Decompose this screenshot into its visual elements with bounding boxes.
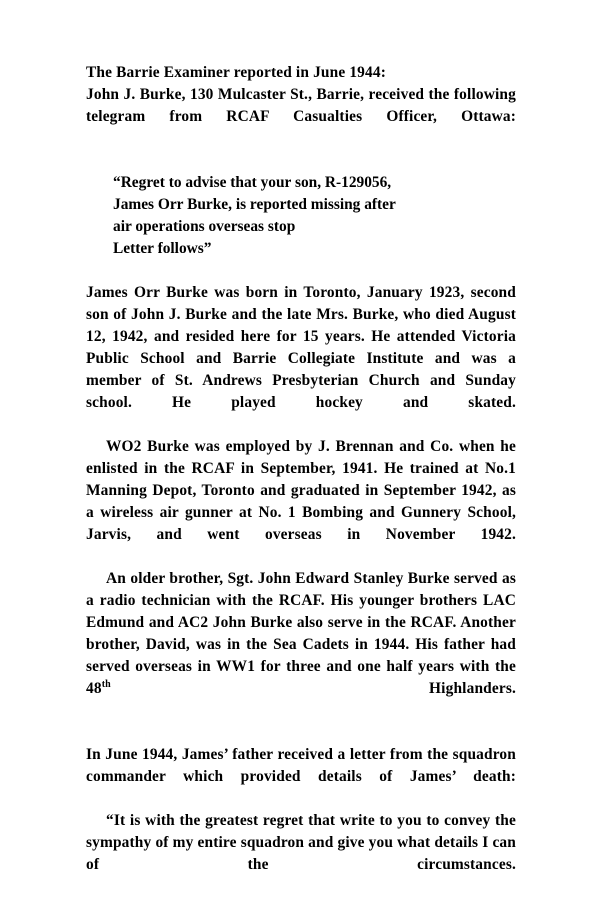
intro-paragraph-telegram-leadin: John J. Burke, 130 Mulcaster St., Barrie, received the following telegram from RCAF Casualties Officer, Ottawa: [86, 86, 516, 125]
biography-paragraph-brothers-and-father [86, 568, 516, 722]
document-text-body [86, 62, 516, 898]
telegram-line-1: “Regret to advise that your son, R-129056, [113, 174, 392, 191]
intro-line-newspaper: The Barrie Examiner reported in June 1944: [86, 64, 387, 81]
telegram-line-4: Letter follows” [113, 240, 212, 257]
letter-intro-paragraph: In June 1944, James’ father received a letter from the squadron commander which provided details of James’ death: [86, 746, 516, 785]
biography-paragraph-birth-and-schooling: James Orr Burke was born in Toronto, January 1923, second son of John J. Burke and the late Mrs. Burke, who died August 12, 1942, and resided here for 15 years. He attended Victoria Public School and Barrie Collegiate Institute and was a member of St. Andrews Presbyterian Church and Sunday school. He played hockey and skated. [86, 284, 516, 411]
biography-paragraph-brothers-text-before-superscript: An older brother, Sgt. John Edward Stanley Burke served as a radio technician with the RCAF. His younger brothers LAC Edmund and AC2 John Burke also serve in the RCAF. Another brother, David, was in the Sea Cadets in 1944. His father had served overseas in WW1 for three and one half years with the 48 [86, 570, 516, 697]
letter-quote-paragraph: “It is with the greatest regret that write to you to convey the sympathy of my entire squadron and give you what details I can of the circumstances. [86, 812, 516, 873]
telegram-line-3: air operations overseas stop [113, 218, 296, 235]
biography-paragraph-enlistment-and-training: WO2 Burke was employed by J. Brennan and Co. when he enlisted in the RCAF in September, 1941. He trained at No.1 Manning Depot, Toronto and graduated in September 1942, as a wireless air gunner at No. 1 Bombing and Gunnery School, Jarvis, and went overseas in November 1942. [86, 438, 516, 543]
telegram-line-2: James Orr Burke, is reported missing after [113, 196, 396, 213]
ordinal-superscript-th: th [101, 678, 111, 690]
telegram-quote-block [86, 172, 516, 260]
biography-paragraph-brothers-text-after-superscript: Highlanders. [110, 680, 516, 697]
